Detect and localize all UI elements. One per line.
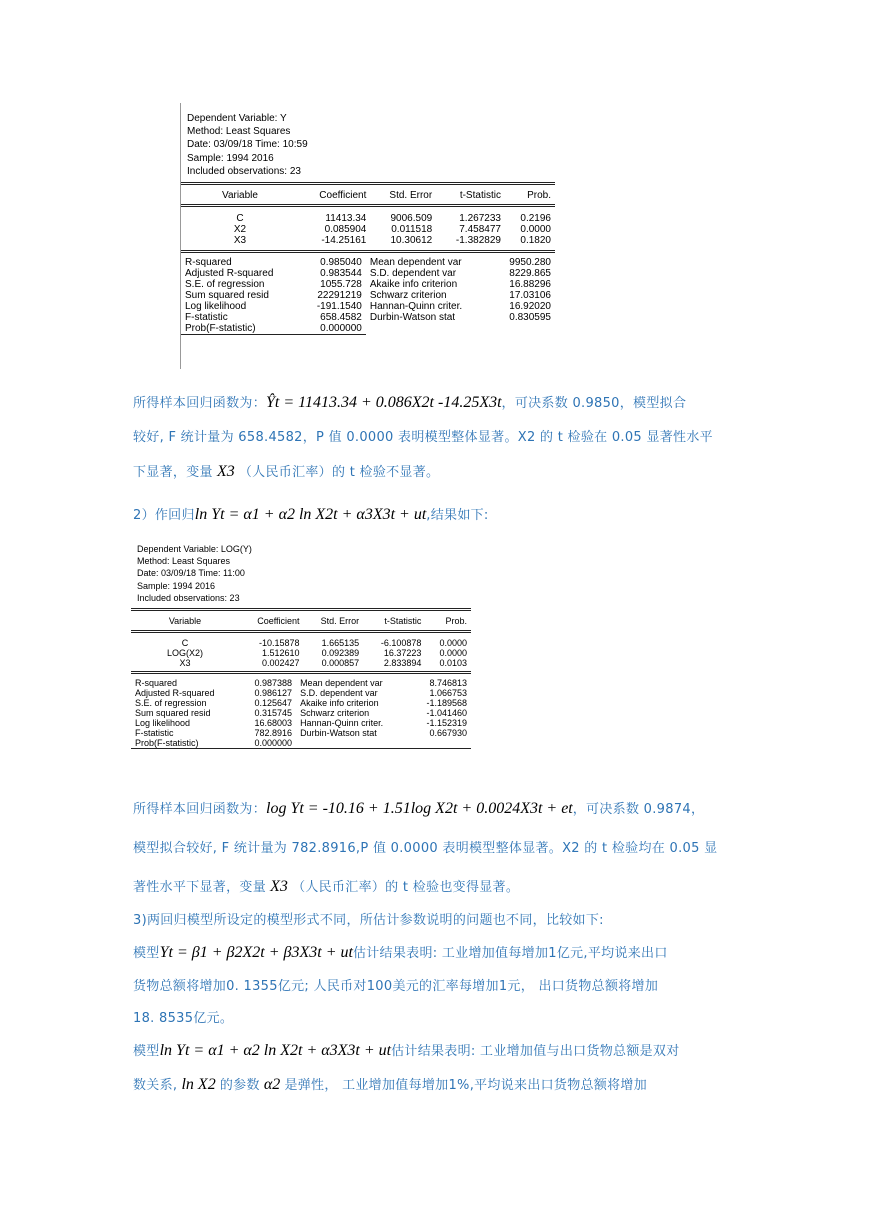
cell: -1.382829 [455, 234, 501, 246]
cell: Akaike info criterion [300, 697, 379, 708]
cell: Prob(F-statistic) [135, 737, 199, 748]
text: 是弹性， 工业增加值每增加1%,平均说来出口货物总额将增加 [284, 1078, 648, 1093]
cell: Hannan-Quinn criter. [300, 717, 384, 728]
table-row [131, 658, 471, 668]
cell: 0.987388 [254, 677, 293, 688]
paragraph-comparison [133, 910, 743, 1096]
stats-row [131, 718, 471, 728]
text: （人民币汇率）的 t 检验也变得显著。 [292, 880, 520, 895]
cell: Durbin-Watson stat [369, 311, 456, 323]
regression-equation: ln Yt = α1 + α2 ln X2t + α3X3t + ut [194, 506, 427, 523]
stats-row [131, 738, 471, 749]
cell: S.D. dependent var [369, 267, 457, 279]
cell: Schwarz criterion [369, 289, 447, 301]
text: 著性水平下显著，变量 [133, 880, 267, 895]
cell: LOG(X2) [166, 647, 203, 658]
cell: 16.88296 [509, 278, 551, 290]
cell: Log likelihood [185, 300, 247, 312]
cell: Prob(F-statistic) [185, 322, 256, 334]
cell: 0.0103 [439, 657, 467, 668]
text: （人民币汇率）的 t 检验不显著。 [238, 465, 440, 480]
header-line: Method: Least Squares [187, 126, 291, 138]
cell: R-squared [185, 256, 232, 268]
variable-symbol: X3 [270, 878, 288, 895]
parameter-symbol: α2 [263, 1076, 281, 1093]
col-header: Coefficient [257, 616, 300, 627]
cell: 0.985040 [320, 256, 362, 268]
cell: 0.0000 [439, 647, 467, 658]
table-row [181, 224, 555, 235]
header-line: Included observations: 23 [137, 592, 240, 603]
cell: 0.000000 [254, 737, 293, 748]
cell: 1.066753 [429, 687, 467, 698]
cell: 782.8916 [254, 727, 293, 738]
header-line: Sample: 1994 2016 [187, 152, 274, 164]
cell: 0.0000 [520, 223, 551, 235]
cell: 0.000857 [321, 657, 360, 668]
text: 模型 [133, 946, 160, 961]
cell: Hannan-Quinn criter. [369, 300, 463, 312]
cell: 0.085904 [324, 223, 367, 235]
col-header: Variable [168, 616, 202, 627]
text: 数关系, [133, 1078, 178, 1093]
cell: 17.03106 [509, 289, 551, 301]
cell: Durbin-Watson stat [300, 727, 377, 738]
paragraph-model2-result [133, 798, 743, 898]
stats-row [181, 290, 555, 301]
cell: Sum squared resid [135, 707, 211, 718]
regression-output-1 [180, 103, 555, 369]
stats-table [131, 671, 471, 750]
cell: 2.833894 [383, 657, 422, 668]
paragraph-model2-intro [133, 504, 743, 527]
regression-equation: Ŷt = 11413.34 + 0.086X2t -14.25X3t [266, 394, 502, 411]
col-header: Coefficient [319, 189, 367, 201]
cell: X3 [179, 657, 191, 668]
text: 模型拟合较好, F 统计量为 782.8916,P 值 0.0000 表明模型整体显著。X2 的 t 检验均在 0.05 显 [133, 841, 718, 856]
cell: C [236, 212, 244, 224]
header-line: Dependent Variable: LOG(Y) [137, 544, 252, 554]
cell: 0.1820 [520, 234, 551, 246]
cell: 9950.280 [509, 256, 551, 268]
cell: 1.267233 [459, 212, 501, 224]
text: ，可决系数 0.9850，模型拟合 [501, 396, 687, 411]
model-equation: Yt = β1 + β2X2t + β3X3t + ut [159, 944, 353, 961]
cell: 0.000000 [320, 322, 362, 334]
cell: S.E. of regression [135, 697, 207, 708]
cell: 8.746813 [429, 677, 467, 688]
text: 的参数 [219, 1078, 260, 1093]
cell: 10.30612 [390, 234, 433, 246]
variable-symbol: ln X2 [181, 1076, 216, 1093]
header-line: Sample: 1994 2016 [137, 580, 216, 591]
stats-row [181, 323, 555, 335]
output-header [131, 537, 471, 604]
text: 3)两回归模型所设定的模型形式不同，所估计参数说明的问题也不同，比较如下: [133, 913, 604, 928]
cell: 1.512610 [262, 647, 300, 658]
cell: 16.92020 [509, 300, 551, 312]
cell: 16.68003 [254, 717, 293, 728]
text: 所得样本回归函数为： [133, 802, 267, 817]
cell: -191.1540 [316, 300, 362, 312]
cell: X3 [233, 234, 247, 246]
cell: 1055.728 [320, 278, 362, 290]
cell: Sum squared resid [185, 289, 269, 301]
text: ,结果如下: [426, 508, 489, 523]
stats-row [131, 688, 471, 698]
cell: 7.458477 [459, 223, 501, 235]
regression-output-2 [131, 537, 471, 777]
cell: R-squared [135, 677, 178, 688]
cell: F-statistic [135, 727, 174, 738]
stats-row [131, 708, 471, 718]
header-line: Method: Least Squares [137, 556, 231, 567]
text: 所得样本回归函数为： [133, 396, 267, 411]
cell: Log likelihood [135, 717, 191, 728]
text: ，可决系数 0.9874， [572, 802, 705, 817]
cell: Adjusted R-squared [135, 687, 215, 698]
table-row [131, 638, 471, 648]
table-header-row [181, 187, 555, 205]
col-header: t-Statistic [384, 616, 422, 627]
cell: Adjusted R-squared [185, 267, 274, 279]
text: 较好, F 统计量为 658.4582，P 值 0.0000 表明模型整体显著。X2 的 t 检验在 0.05 显著性水平 [133, 430, 713, 445]
variable-symbol: X3 [216, 463, 235, 480]
cell: S.D. dependent var [300, 687, 378, 698]
cell: 0.2196 [520, 212, 551, 224]
cell: 22291219 [317, 289, 362, 301]
cell: Mean dependent var [300, 677, 383, 688]
text: 模型 [133, 1044, 160, 1059]
stats-row [181, 257, 555, 268]
header-line: Included observations: 23 [187, 165, 301, 177]
paragraph-model1-result [133, 392, 743, 483]
stats-table [181, 250, 555, 336]
model-equation: ln Yt = α1 + α2 ln X2t + α3X3t + ut [159, 1042, 392, 1059]
cell: 0.983544 [320, 267, 362, 279]
text: 下显著，变量 [133, 465, 213, 480]
cell: 0.011518 [391, 223, 433, 235]
stats-row [131, 728, 471, 738]
col-header: Prob. [527, 189, 551, 201]
cell: 0.002427 [262, 657, 300, 668]
cell: 9006.509 [390, 212, 433, 224]
header-line: Date: 03/09/18 Time: 11:00 [137, 568, 245, 579]
cell: -1.041460 [426, 707, 467, 718]
cell: 11413.34 [325, 212, 367, 224]
table-row [181, 213, 555, 224]
cell: Schwarz criterion [300, 707, 370, 718]
stats-row [181, 301, 555, 312]
cell: 8229.865 [509, 267, 551, 279]
cell: 0.125647 [254, 697, 293, 708]
cell: 0.092389 [321, 647, 360, 658]
cell: -6.100878 [380, 637, 422, 648]
cell: 0.986127 [254, 687, 293, 698]
col-header: Prob. [445, 616, 467, 627]
stats-row [181, 279, 555, 290]
text: 估计结果表明: 工业增加值每增加1亿元,平均说来出口 [352, 946, 668, 961]
text: 货物总额将增加0. 1355亿元; 人民币对100美元的汇率每增加1元， 出口货物总额将增加 [133, 979, 659, 994]
cell: Akaike info criterion [369, 278, 458, 290]
cell: 16.37223 [383, 647, 422, 658]
regression-equation: log Yt = -10.16 + 1.51log X2t + 0.0024X3t + et [266, 800, 573, 817]
cell: S.E. of regression [185, 278, 265, 290]
header-line: Dependent Variable: Y [187, 113, 287, 124]
cell: 1.665135 [321, 637, 360, 648]
text: 18. 8535亿元。 [133, 1011, 234, 1026]
col-header: Variable [222, 189, 258, 201]
table-row [181, 235, 555, 246]
table-header-row [131, 613, 471, 631]
cell: C [181, 637, 189, 648]
stats-row [131, 678, 471, 688]
coefficient-table [131, 608, 471, 668]
cell: 0.667930 [429, 727, 467, 738]
text: 估计结果表明: 工业增加值与出口货物总额是双对 [391, 1044, 680, 1059]
header-line: Date: 03/09/18 Time: 10:59 [187, 139, 308, 151]
cell: F-statistic [185, 311, 228, 323]
cell: 0.0000 [439, 637, 467, 648]
cell: Mean dependent var [369, 256, 462, 268]
cell: 0.830595 [509, 311, 551, 323]
col-header: Std. Error [389, 189, 433, 201]
cell: -14.25161 [321, 234, 367, 246]
cell: -10.15878 [259, 637, 300, 648]
col-header: Std. Error [320, 616, 360, 627]
output-header [181, 103, 555, 178]
stats-row [131, 698, 471, 708]
cell: 658.4582 [320, 311, 362, 323]
cell: -1.189568 [426, 697, 467, 708]
text: 2）作回归 [133, 508, 195, 523]
stats-row [181, 268, 555, 279]
coefficient-table [181, 182, 555, 246]
cell: -1.152319 [426, 717, 467, 728]
cell: X2 [233, 223, 247, 235]
col-header: t-Statistic [459, 189, 501, 201]
cell: 0.315745 [254, 707, 293, 718]
table-row [131, 648, 471, 658]
stats-row [181, 312, 555, 323]
